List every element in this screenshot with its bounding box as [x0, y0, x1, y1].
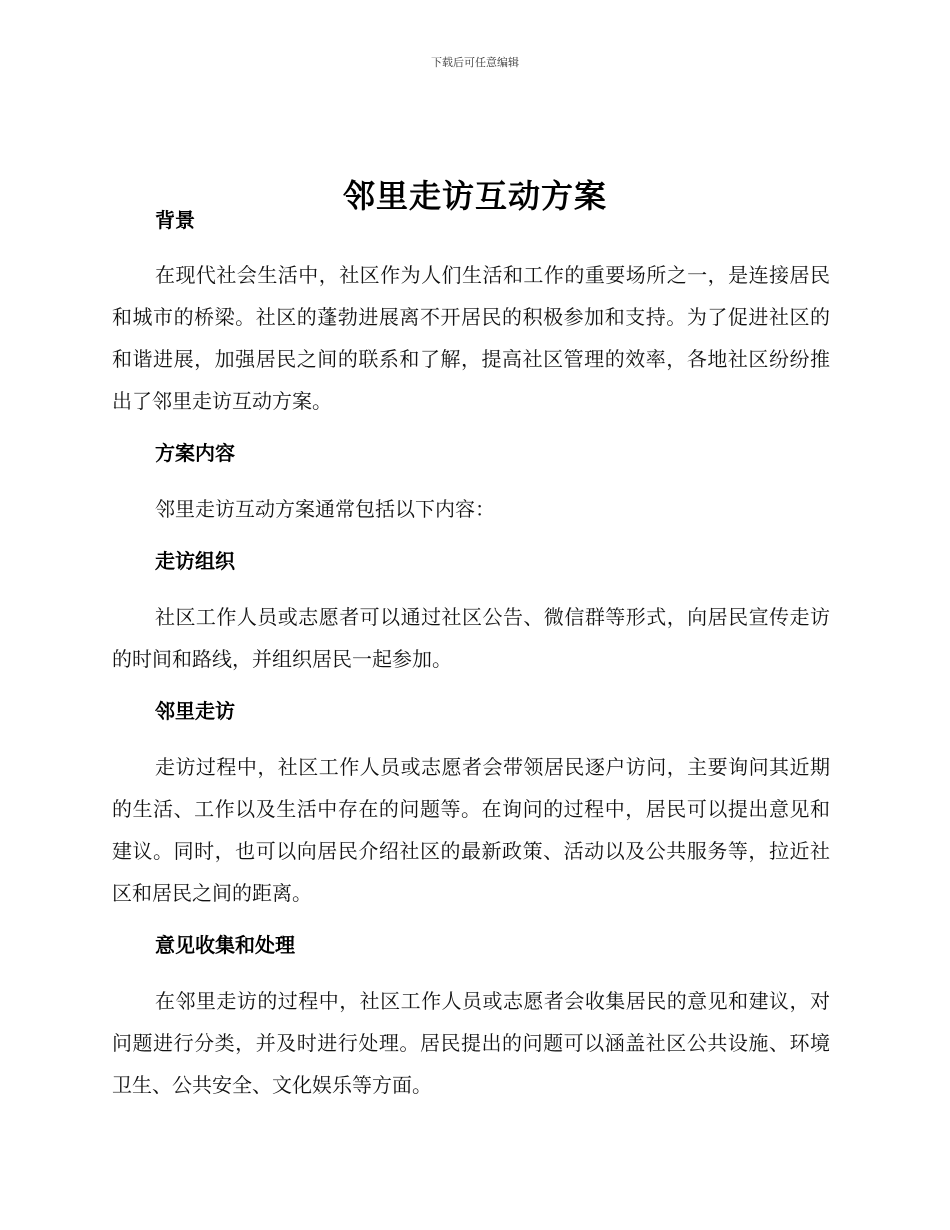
section-heading-plan-content: 方案内容 — [155, 441, 235, 465]
document-body — [112, 203, 830, 1106]
section-heading-neighbor-visit: 邻里走访 — [155, 699, 235, 723]
document-title: 邻里走访互动方案 — [342, 177, 607, 216]
section-paragraph-feedback-handling: 在邻里走访的过程中，社区工作人员或志愿者会收集居民的意见和建议，对问题进行分类，并及时进行处理。居民提出的问题可以涵盖社区公共设施、环境卫生、公共安全、文化娱乐等方面。 — [112, 989, 830, 1097]
section-heading-feedback-handling: 意见收集和处理 — [155, 933, 295, 957]
section-paragraph-neighbor-visit: 走访过程中，社区工作人员或志愿者会带领居民逐户访问，主要询问其近期的生活、工作以及生活中存在的问题等。在询问的过程中，居民可以提出意见和建议。同时，也可以向居民介绍社区的最新政策、活动以及公共服务等，拉近社区和居民之间的距离。 — [112, 755, 830, 905]
section-paragraph-background: 在现代社会生活中，社区作为人们生活和工作的重要场所之一，是连接居民和城市的桥梁。社区的蓬勃进展离不开居民的积极参加和支持。为了促进社区的和谐进展，加强居民之间的联系和了解，提高社区管理的效率，各地社区纷纷推出了邻里走访互动方案。 — [112, 263, 830, 413]
section-paragraph-visit-organization: 社区工作人员或志愿者可以通过社区公告、微信群等形式，向居民宣传走访的时间和路线，并组织居民一起参加。 — [112, 605, 830, 671]
header-note: 下载后可任意编辑 — [431, 56, 519, 69]
section-heading-background: 背景 — [155, 208, 195, 232]
section-heading-visit-organization: 走访组织 — [155, 549, 235, 573]
section-paragraph-plan-content: 邻里走访互动方案通常包括以下内容： — [155, 497, 495, 521]
